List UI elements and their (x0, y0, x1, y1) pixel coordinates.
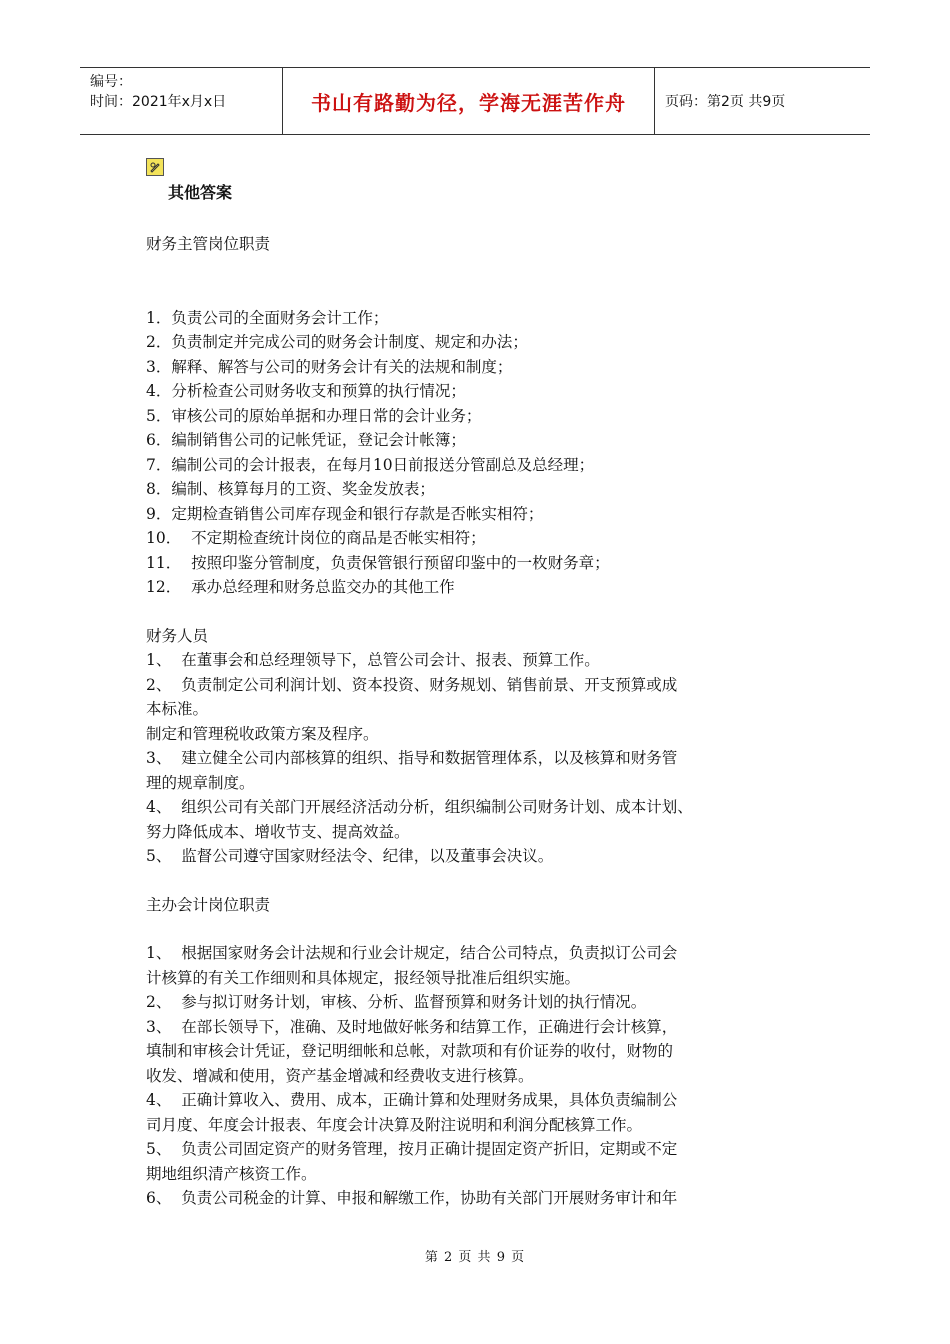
staff-title: 财务人员 (146, 626, 209, 645)
list-item: 努力降低成本、增收节支、提高效益。 (146, 822, 410, 841)
list-item: 6．编制销售公司的记帐凭证，登记会计帐簿； (146, 431, 466, 449)
page-header (80, 67, 870, 135)
list-item: 填制和审核会计凭证，登记明细帐和总帐，对款项和有价证券的收付，财物的 (146, 1042, 674, 1060)
accountant-title: 主办会计岗位职责 (146, 895, 271, 914)
list-item: 收发、增减和使用，资产基金增减和经费收支进行核算。 (146, 1066, 534, 1085)
list-item: 5、 负责公司固定资产的财务管理，按月正确计提固定资产折旧，定期或不定 (146, 1140, 678, 1158)
list-item: 1．负责公司的全面财务会计工作； (146, 308, 389, 327)
header-meta (80, 68, 282, 134)
list-item: 4、 正确计算收入、费用、成本，正确计算和处理财务成果，具体负责编制公 (146, 1091, 678, 1109)
list-item: 制定和管理税收政策方案及程序。 (146, 724, 379, 743)
list-item: 7．编制公司的会计报表，在每月10日前报送分管副总及总经理； (146, 455, 595, 474)
list-item: 12． 承办总经理和财务总监交办的其他工作 (146, 578, 455, 596)
list-item: 2．负责制定并完成公司的财务会计制度、规定和办法； (146, 333, 528, 351)
list-item: 9．定期检查销售公司库存现金和银行存款是否帐实相符； (146, 504, 544, 523)
header-page-info: 页码：第2页 共9页 (665, 94, 786, 110)
list-item: 10． 不定期检查统计岗位的商品是否帐实相符； (146, 529, 486, 547)
page-footer: 第 2 页 共 9 页 (424, 1250, 526, 1265)
header-motto: 书山有路勤为径，学海无涯苦作舟 (282, 68, 655, 134)
list-item: 1、 根据国家财务会计法规和行业会计规定，结合公司特点，负责拟订公司会 (146, 944, 678, 962)
list-item: 4、 组织公司有关部门开展经济活动分析，组织编制公司财务计划、成本计划、 (146, 798, 693, 816)
time-label: 时间：2021年x月x日 (90, 94, 227, 110)
list-item: 3．解释、解答与公司的财务会计有关的法规和制度； (146, 357, 513, 376)
list-item: 11． 按照印鉴分管制度，负责保管银行预留印鉴中的一枚财务章； (146, 553, 610, 572)
staff-duties-list (146, 648, 816, 869)
note-icon (146, 158, 164, 176)
list-item: 本标准。 (146, 700, 209, 718)
list-item: 期地组织清产核资工作。 (146, 1164, 317, 1183)
list-item: 1、 在董事会和总经理领导下，总管公司会计、报表、预算工作。 (146, 651, 600, 669)
list-item: 6、 负责公司税金的计算、申报和解缴工作，协助有关部门开展财务审计和年 (146, 1189, 678, 1207)
list-item: 5、 监督公司遵守国家财经法令、纪律，以及董事会决议。 (146, 847, 554, 865)
list-item: 理的规章制度。 (146, 773, 255, 792)
supervisor-duties-list (146, 306, 816, 600)
section-title: 其他答案 (168, 183, 233, 202)
list-item: 5．审核公司的原始单据和办理日常的会计业务； (146, 406, 482, 425)
list-item: 3、 建立健全公司内部核算的组织、指导和数据管理体系，以及核算和财务管 (146, 749, 678, 767)
list-item: 2、 负责制定公司利润计划、资本投资、财务规划、销售前景、开支预算或成 (146, 675, 678, 694)
list-item: 3、 在部长领导下，准确、及时地做好帐务和结算工作，正确进行会计核算， (146, 1017, 678, 1036)
document-body (146, 232, 816, 1211)
list-item: 计核算的有关工作细则和具体规定，报经领导批准后组织实施。 (146, 968, 581, 987)
list-item: 司月度、年度会计报表、年度会计决算及附注说明和利润分配核算工作。 (146, 1115, 643, 1134)
accountant-duties-list (146, 941, 816, 1211)
list-item: 8．编制、核算每月的工资、奖金发放表； (146, 480, 435, 498)
supervisor-title: 财务主管岗位职责 (146, 235, 271, 253)
list-item: 4．分析检查公司财务收支和预算的执行情况； (146, 382, 466, 400)
number-label: 编号： (90, 74, 132, 90)
list-item: 2、 参与拟订财务计划，审核、分析、监督预算和财务计划的执行情况。 (146, 993, 647, 1011)
